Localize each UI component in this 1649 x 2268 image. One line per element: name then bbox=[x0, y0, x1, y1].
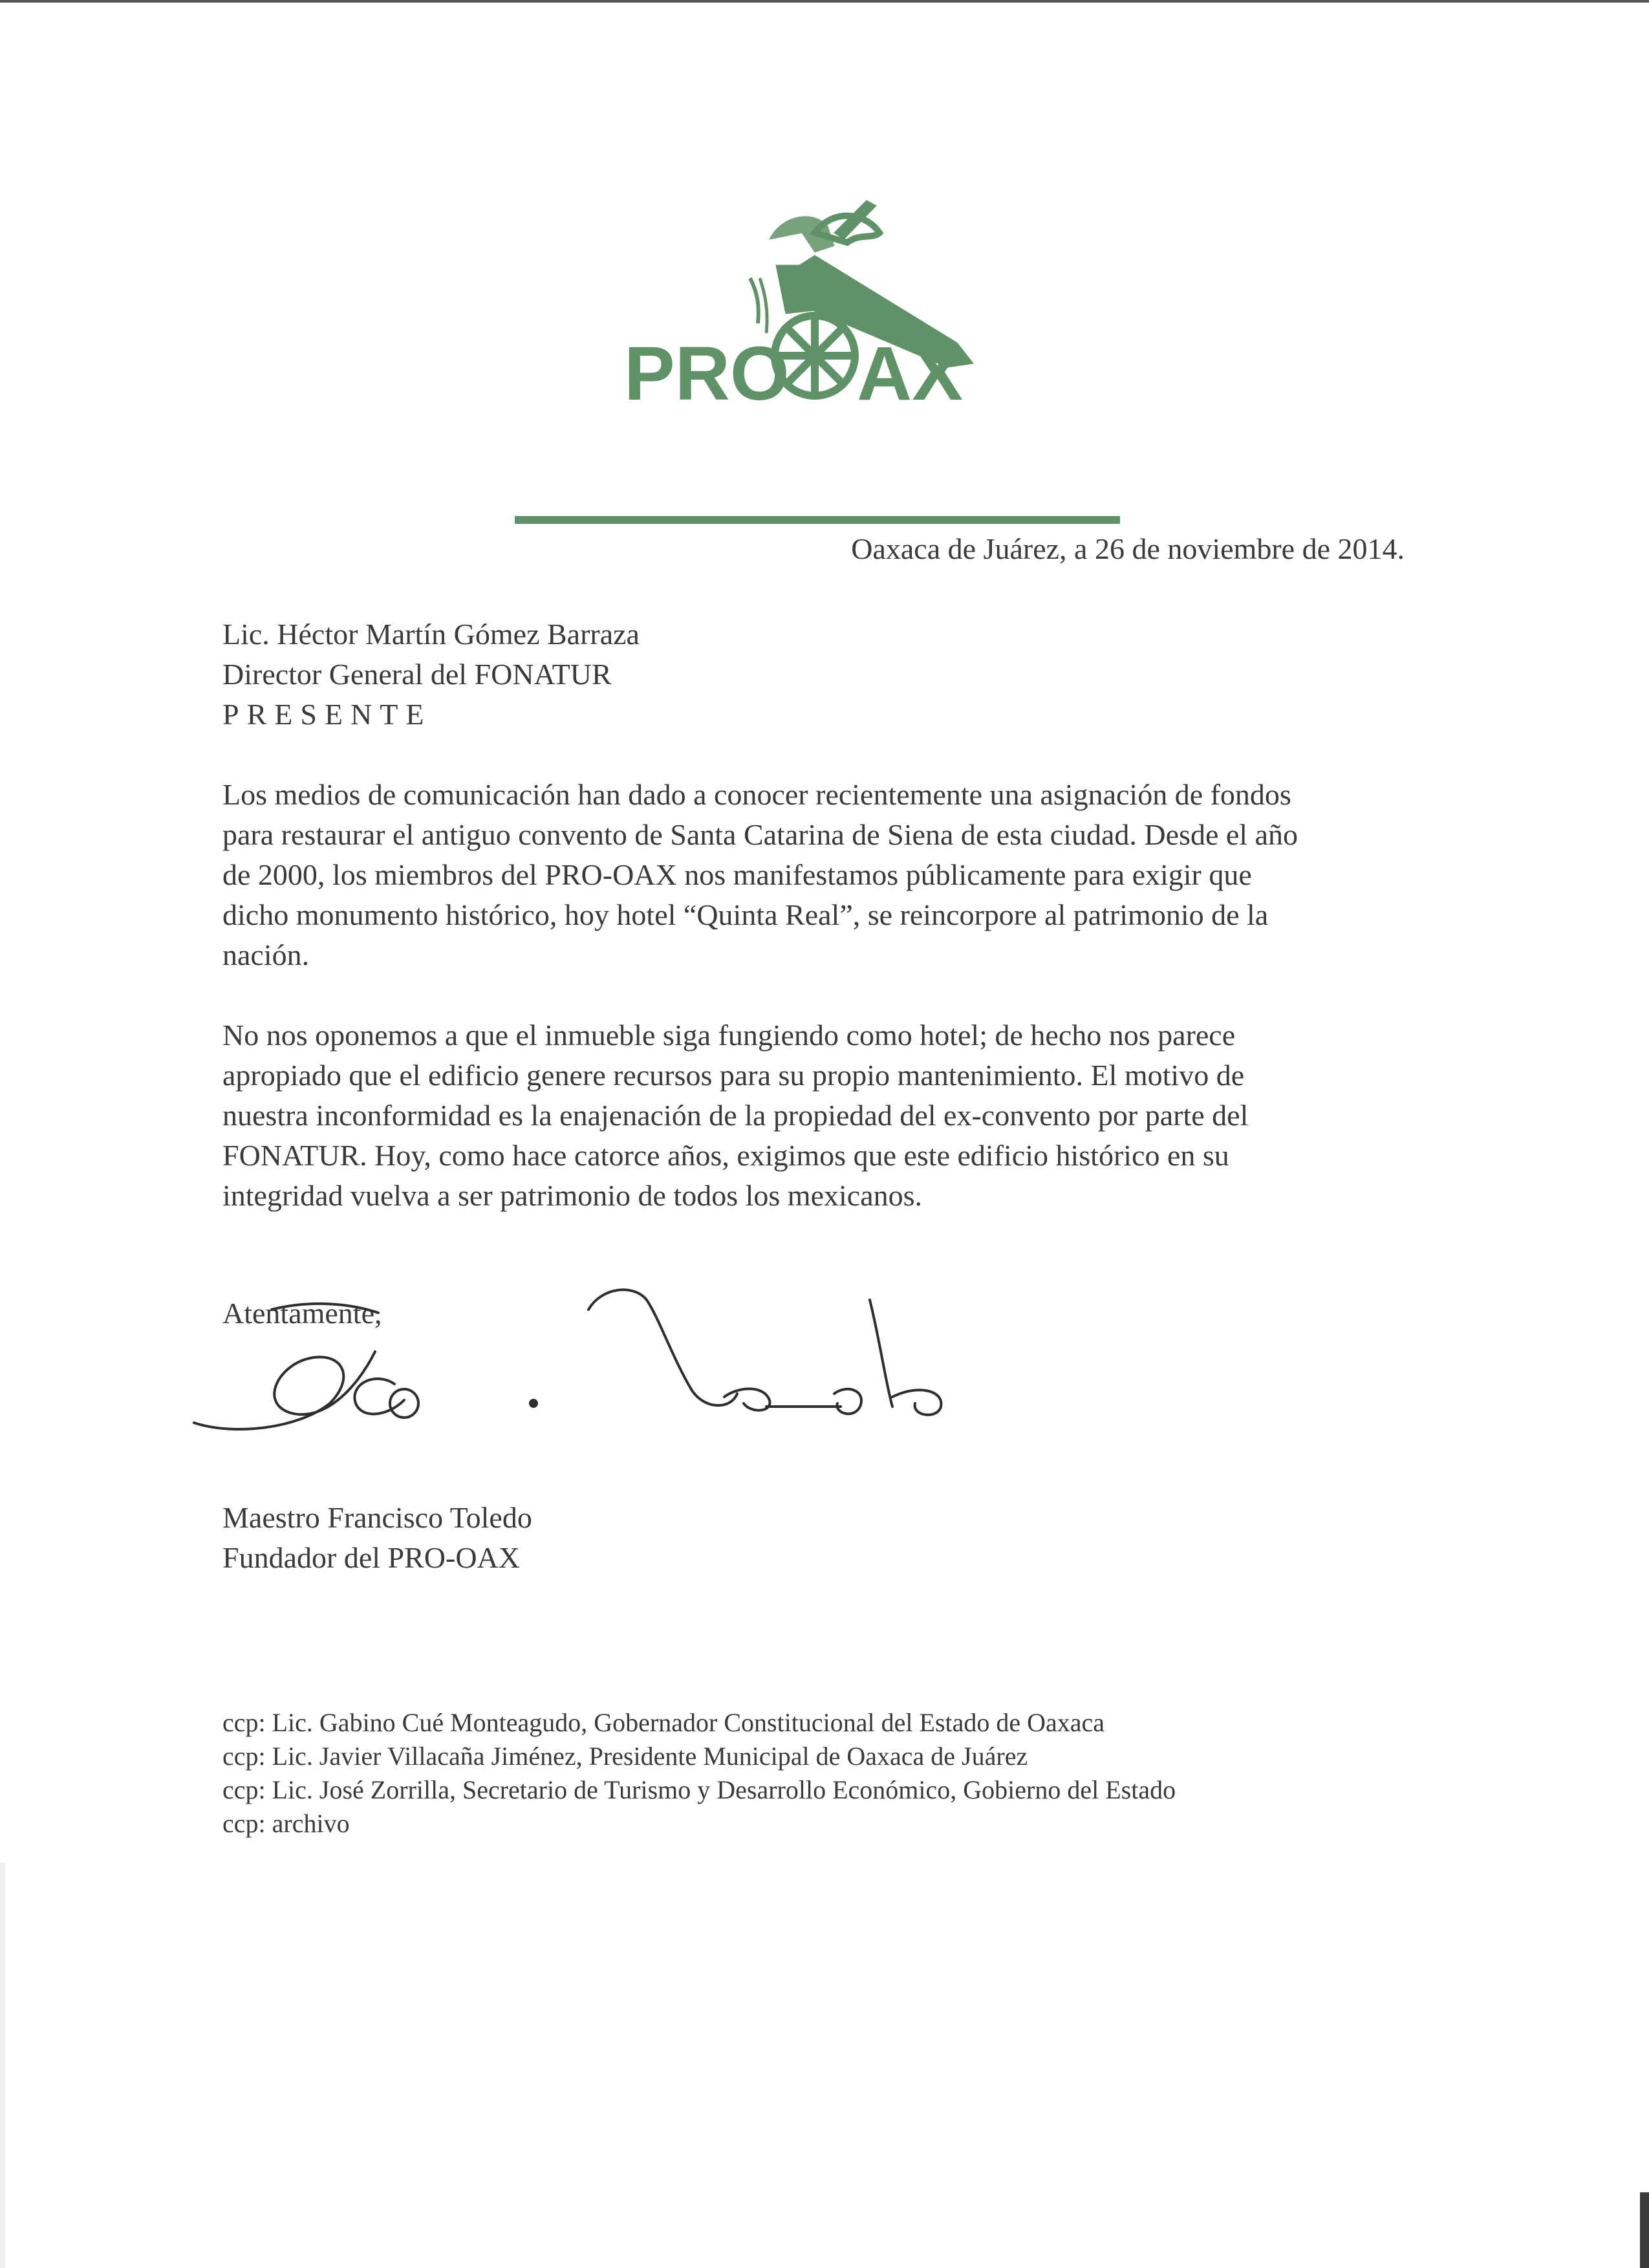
scan-edge-left bbox=[0, 1863, 5, 2268]
logo-text-pro: PRO bbox=[624, 331, 790, 414]
handwritten-signature bbox=[181, 1274, 1086, 1449]
body-paragraph-1 bbox=[222, 775, 1406, 975]
ccp-line: ccp: Lic. Gabino Cué Monteagudo, Gobernador Constitucional del Estado de Oaxaca bbox=[222, 1708, 1105, 1737]
ccp-line: ccp: Lic. Javier Villacaña Jiménez, Presidente Municipal de Oaxaca de Juárez bbox=[222, 1742, 1028, 1771]
paragraph-line: dicho monumento histórico, hoy hotel “Quinta Real”, se reincorpore al patrimonio de la bbox=[222, 898, 1269, 931]
paragraph-line: apropiado que el edificio genere recursos para su propio mantenimiento. El motivo de bbox=[222, 1059, 1245, 1092]
paragraph-line: integridad vuelva a ser patrimonio de todos los mexicanos. bbox=[222, 1179, 923, 1212]
signer-name: Maestro Francisco Toledo bbox=[222, 1501, 532, 1534]
paragraph-line: nación. bbox=[222, 938, 310, 971]
letterhead-rule bbox=[515, 516, 1120, 524]
addressee-presente: PRESENTE bbox=[222, 698, 432, 731]
logo-text-ax: AX bbox=[857, 331, 963, 414]
signer-role: Fundador del PRO-OAX bbox=[222, 1541, 520, 1574]
paragraph-line: nuestra inconformidad es la enajenación de la propiedad del ex-convento por parte del bbox=[222, 1099, 1249, 1132]
paragraph-line: para restaurar el antiguo convento de Santa Catarina de Siena de esta ciudad. Desde el año bbox=[222, 818, 1298, 851]
scan-edge-right bbox=[1640, 2192, 1649, 2268]
body-paragraph-2 bbox=[222, 1015, 1406, 1216]
addressee-title: Director General del FONATUR bbox=[222, 658, 612, 691]
addressee-name: Lic. Héctor Martín Gómez Barraza bbox=[222, 618, 640, 651]
date-line: Oaxaca de Juárez, a 26 de noviembre de 2014. bbox=[851, 532, 1405, 565]
letterhead-logo bbox=[621, 194, 1061, 414]
ccp-line: ccp: Lic. José Zorrilla, Secretario de Turismo y Desarrollo Económico, Gobierno del Estado bbox=[222, 1775, 1176, 1804]
ccp-line: ccp: archivo bbox=[222, 1809, 350, 1838]
scan-edge-top bbox=[0, 0, 1649, 3]
paragraph-line: No nos oponemos a que el inmueble siga fungiendo como hotel; de hecho nos parece bbox=[222, 1019, 1236, 1052]
cannon-with-wheel-icon bbox=[621, 194, 1061, 414]
paragraph-line: Los medios de comunicación han dado a conocer recientemente una asignación de fondos bbox=[222, 778, 1291, 811]
closing-text: Atentamente, bbox=[222, 1297, 382, 1330]
ccp-list bbox=[222, 1706, 1176, 1841]
paragraph-line: de 2000, los miembros del PRO-OAX nos manifestamos públicamente para exigir que bbox=[222, 858, 1252, 891]
paragraph-line: FONATUR. Hoy, como hace catorce años, exigimos que este edificio histórico en su bbox=[222, 1139, 1229, 1172]
